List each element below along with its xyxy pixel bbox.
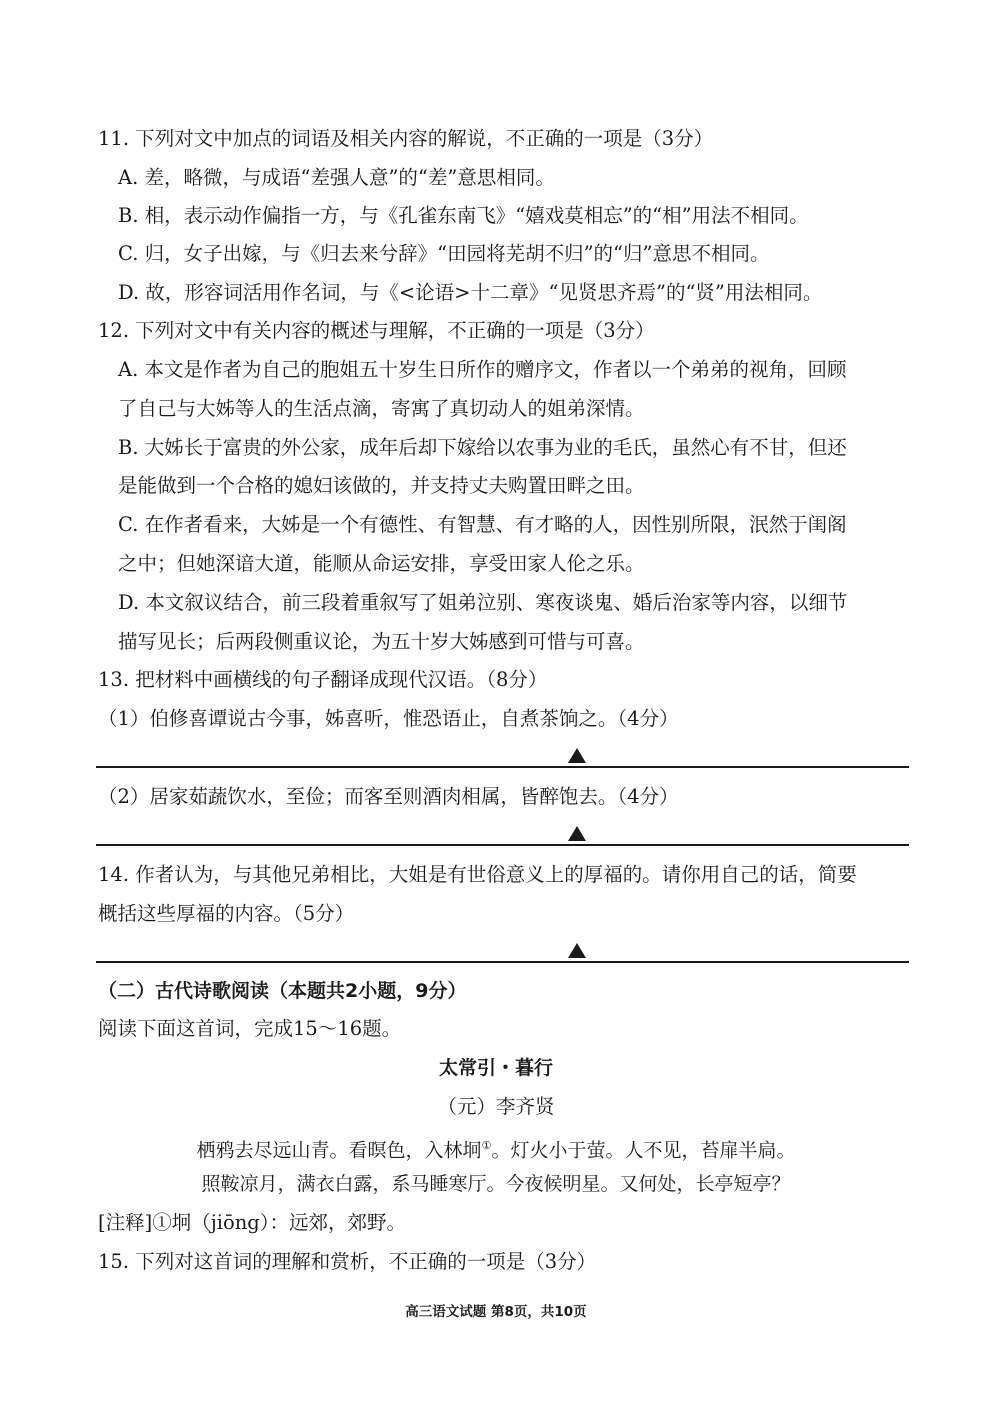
section-instruction: 阅读下面这首词，完成15～16题。 bbox=[98, 1017, 402, 1040]
q11-option-a: A. 差，略微，与成语“差强人意”的“差”意思相同。 bbox=[118, 166, 555, 189]
q13-stem: 13. 把材料中画横线的句子翻译成现代汉语。（8分） bbox=[98, 668, 548, 691]
poem-line-1-part-b: 。灯火小于萤。人不见，苔扉半扃。 bbox=[491, 1139, 796, 1162]
poem-title: 太常引・暮行 bbox=[438, 1057, 553, 1079]
q12-option-b-line2: 是能做到一个合格的媳妇该做的，并支持丈夫购置田畔之田。 bbox=[118, 474, 645, 497]
q11-option-d: D. 故，形容词活用作名词，与《<论语>十二章》“见贤思齐焉”的“贤”用法相同。 bbox=[118, 281, 823, 304]
answer-triangle-marker bbox=[568, 943, 586, 958]
q11-option-c: C. 归，女子出嫁，与《归去来兮辞》“田园将芜胡不归”的“归”意思不相同。 bbox=[118, 242, 770, 265]
poem-author: （元）李齐贤 bbox=[437, 1095, 555, 1118]
q15-stem: 15. 下列对这首词的理解和赏析，不正确的一项是（3分） bbox=[98, 1250, 597, 1273]
q14-line1: 14. 作者认为，与其他兄弟相比，大姐是有世俗意义上的厚福的。请你用自己的话，简要 bbox=[98, 863, 857, 886]
answer-line bbox=[96, 961, 909, 963]
poem-annotation: [注释]①坰（jiōng）：远郊，郊野。 bbox=[98, 1211, 407, 1234]
q12-option-c-line2: 之中；但她深谙大道，能顺从命运安排，享受田家人伦之乐。 bbox=[118, 552, 645, 575]
poem-line-1-part-a: 栖鸦去尽远山青。看暝色，入林坰 bbox=[196, 1139, 482, 1162]
poem-line-1 bbox=[0, 1131, 992, 1165]
q11-option-b: B. 相，表示动作偏指一方，与《孔雀东南飞》“嬉戏莫相忘”的“相”用法不相同。 bbox=[118, 204, 809, 227]
q12-option-d-line2: 描写见长；后两段侧重议论，为五十岁大姊感到可惜与可喜。 bbox=[118, 630, 645, 653]
poem-line-2: 照鞍凉月，满衣白露，系马睡寒厅。今夜候明星。又何处，长亭短亭？ bbox=[201, 1173, 791, 1195]
q12-option-d-line1: D. 本文叙议结合，前三段着重叙写了姐弟泣别、寒夜谈鬼、婚后治家等内容，以细节 bbox=[118, 591, 848, 614]
answer-line bbox=[96, 766, 909, 768]
q12-stem: 12. 下列对文中有关内容的概述与理解，不正确的一项是（3分） bbox=[98, 319, 655, 342]
footnote-marker: ① bbox=[481, 1139, 492, 1152]
q12-option-a-line2: 了自己与大姊等人的生活点滴，寄寓了真切动人的姐弟深情。 bbox=[118, 397, 645, 420]
q12-option-b-line1: B. 大姊长于富贵的外公家，成年后却下嫁给以农事为业的毛氏，虽然心有不甘，但还 bbox=[118, 436, 847, 459]
answer-line bbox=[96, 844, 909, 846]
answer-triangle-marker bbox=[568, 826, 586, 841]
q11-stem: 11. 下列对文中加点的词语及相关内容的解说，不正确的一项是（3分） bbox=[98, 127, 714, 150]
q14-line2: 概括这些厚福的内容。（5分） bbox=[98, 902, 355, 925]
page-footer: 高三语文试题 第8页，共10页 bbox=[405, 1304, 587, 1320]
q13-item-1: （1）伯修喜谭说古今事，姊喜听，惟恐语止，自煮茶饷之。（4分） bbox=[98, 707, 679, 730]
section-heading: （二）古代诗歌阅读（本题共2小题，9分） bbox=[98, 980, 467, 1002]
answer-triangle-marker bbox=[568, 748, 586, 763]
q13-item-2: （2）居家茹蔬饮水，至俭；而客至则酒肉相属，皆醉饱去。（4分） bbox=[98, 785, 679, 808]
q12-option-c-line1: C. 在作者看来，大姊是一个有德性、有智慧、有才略的人，因性别所限，泯然于闺阁 bbox=[118, 513, 847, 536]
q12-option-a-line1: A. 本文是作者为自己的胞姐五十岁生日所作的赠序文，作者以一个弟弟的视角，回顾 bbox=[118, 358, 847, 381]
